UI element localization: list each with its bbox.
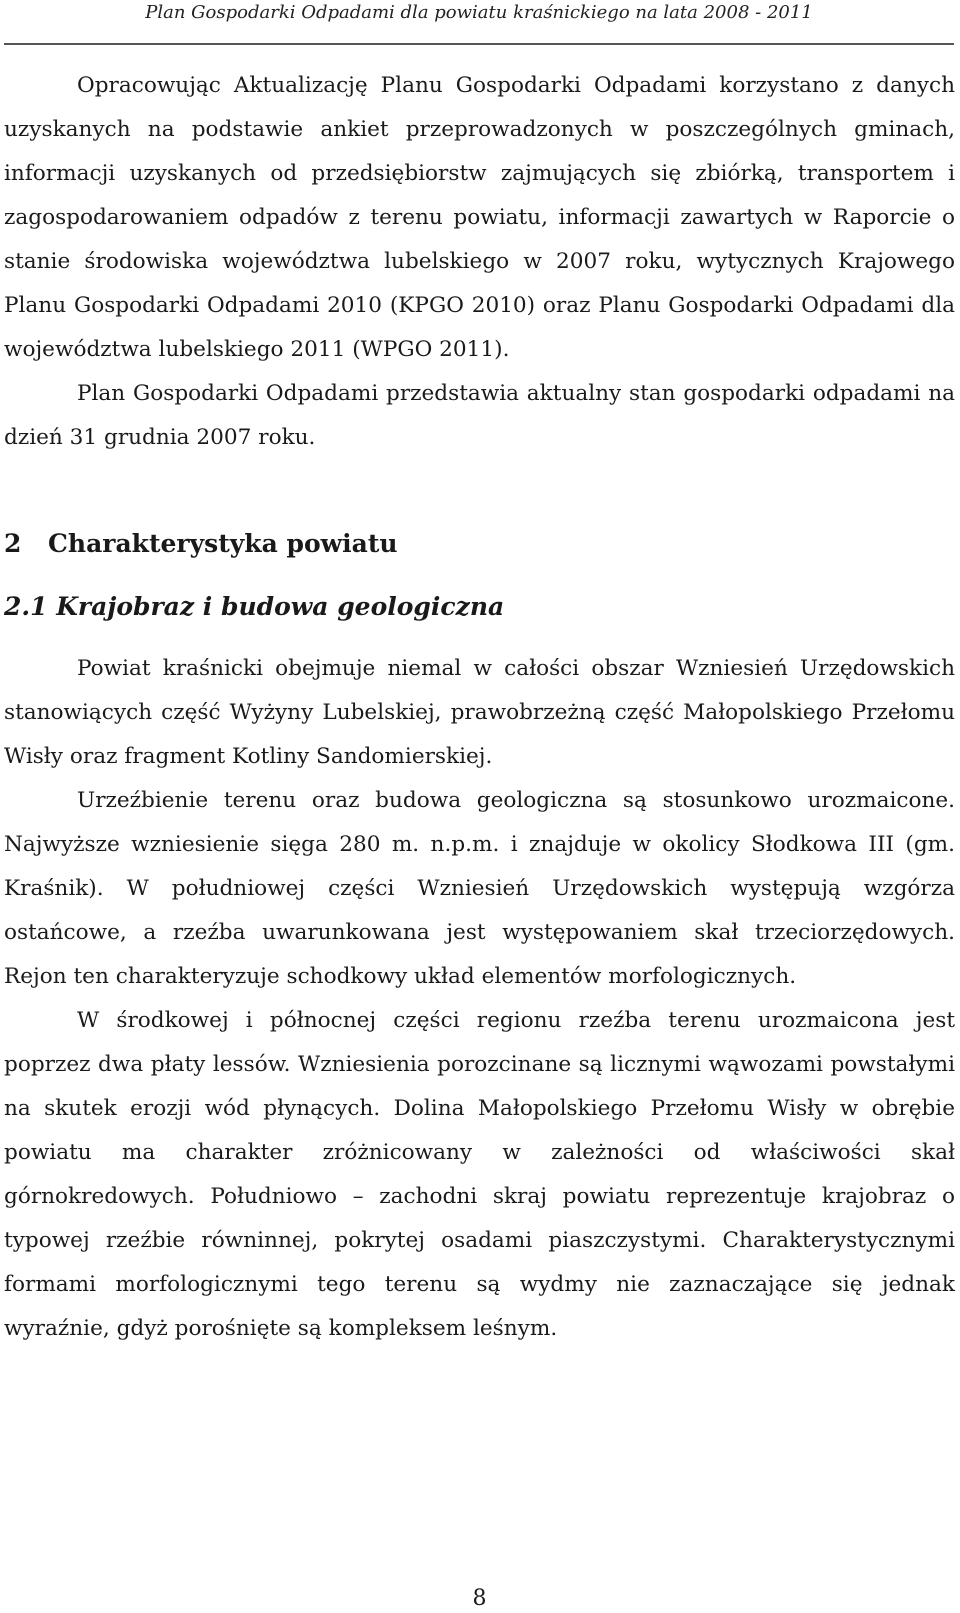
landscape-paragraph-2: Urzeźbienie terenu oraz budowa geologiczna są stosunkowo urozmaicone. Najwyższe wzniesienie sięga 280 m. n.p.m. i znajduje w okolicy Słodkowa III (gm. Kraśnik). W południowej części Wzniesień Urzędowskich występują wzgórza ostańcowe, a rzeźba uwarunkowana jest występowaniem skał trzeciorzędowych. Rejon ten charakteryzuje schodkowy układ elementów morfologicznych. (4, 788, 955, 989)
subsection-heading-2-1: 2.1 Krajobraz i budowa geologiczna (4, 592, 505, 621)
landscape-paragraph-3: W środkowej i północnej części regionu rzeźba terenu urozmaicona jest poprzez dwa płaty lessów. Wzniesienia porozcinane są licznymi wąwozami powstałymi na skutek erozji wód płynących. Dolina Małopolskiego Przełomu Wisły w obrębie powiatu ma charakter zróżnicowany w zależności od właściwości skał górnokredowych. Południowo – zachodni skraj powiatu reprezentuje krajobraz o typowej rzeźbie równinnej, pokrytej osadami piaszczystymi. Charakterystycznymi formami morfologicznymi tego terenu są wydmy nie zaznaczające się jednak wyraźnie, gdyż porośnięte są kompleksem leśnym. (4, 1008, 955, 1341)
page-number: 8 (472, 1586, 487, 1611)
header-rule (4, 43, 954, 45)
running-header: Plan Gospodarki Odpadami dla powiatu kraśnickiego na lata 2008 - 2011 (145, 2, 813, 23)
intro-paragraph-2: Plan Gospodarki Odpadami przedstawia aktualny stan gospodarki odpadami na dzień 31 grudnia 2007 roku. (4, 381, 955, 450)
section-number: 2 (4, 529, 22, 558)
section-title: Charakterystyka powiatu (48, 529, 398, 558)
intro-paragraph-1: Opracowując Aktualizację Planu Gospodarki Odpadami korzystano z danych uzyskanych na podstawie ankiet przeprowadzonych w poszczególnych gminach, informacji uzyskanych od przedsiębiorstw zajmujących się zbiórką, transportem i zagospodarowaniem odpadów z terenu powiatu, informacji zawartych w Raporcie o stanie środowiska województwa lubelskiego w 2007 roku, wytycznych Krajowego Planu Gospodarki Odpadami 2010 (KPGO 2010) oraz Planu Gospodarki Odpadami dla województwa lubelskiego 2011 (WPGO 2011). (4, 73, 955, 362)
section-heading-2 (4, 522, 955, 566)
document-body (4, 64, 955, 1351)
landscape-paragraph-1: Powiat kraśnicki obejmuje niemal w całości obszar Wzniesień Urzędowskich stanowiących część Wyżyny Lubelskiej, prawobrzeżną część Małopolskiego Przełomu Wisły oraz fragment Kotliny Sandomierskiej. (4, 656, 955, 769)
